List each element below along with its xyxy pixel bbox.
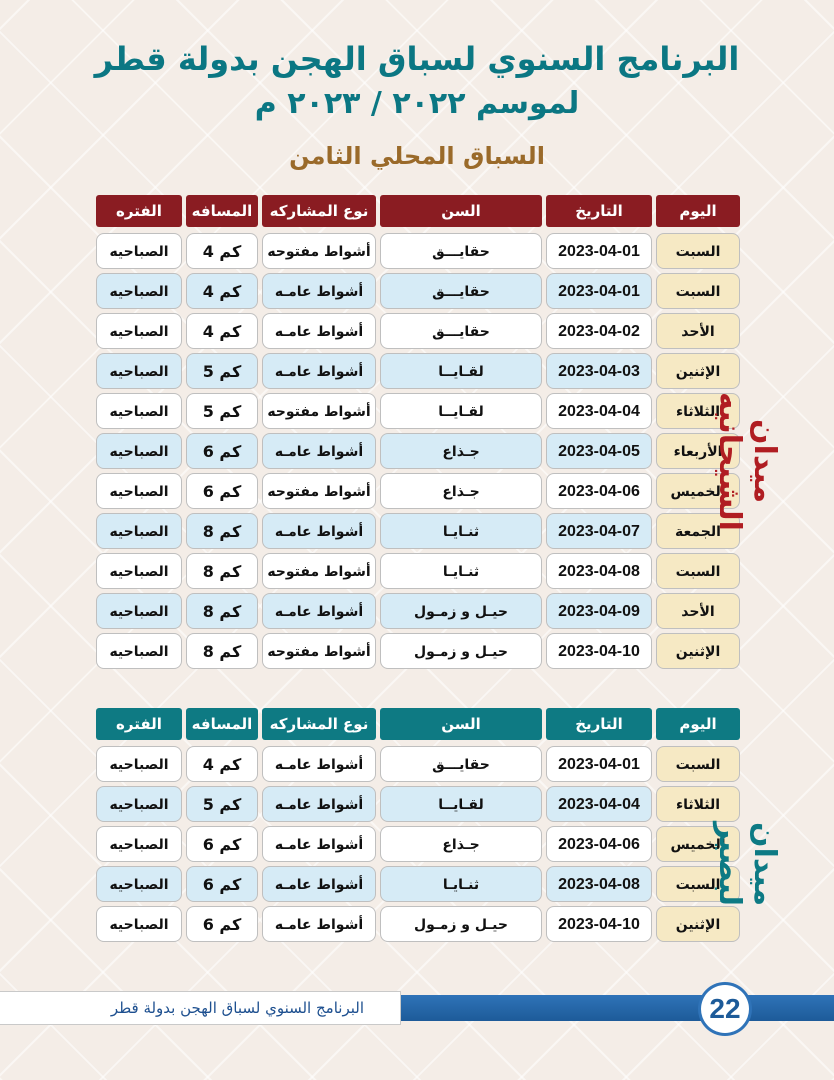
cell-distance: 8 كم xyxy=(186,513,258,549)
cell-date: 2023-04-03 xyxy=(546,353,652,389)
cell-type: أشواط مفتوحه xyxy=(262,633,376,669)
cell-type: أشواط عامـه xyxy=(262,866,376,902)
cell-age: حقايـــق xyxy=(380,746,542,782)
cell-period: الصباحيه xyxy=(96,433,182,469)
cell-distance: 8 كم xyxy=(186,593,258,629)
cell-age: حيـل و زمـول xyxy=(380,593,542,629)
cell-distance: 8 كم xyxy=(186,553,258,589)
header-date: التاريخ xyxy=(546,195,652,227)
cell-type: أشواط عامـه xyxy=(262,513,376,549)
venue-label-lbseer: ميدان لبصير xyxy=(712,821,782,907)
cell-day: الجمعة xyxy=(656,513,740,549)
cell-period: الصباحيه xyxy=(96,826,182,862)
cell-date: 2023-04-08 xyxy=(546,553,652,589)
cell-type: أشواط عامـه xyxy=(262,313,376,349)
cell-date: 2023-04-10 xyxy=(546,633,652,669)
cell-day: الإثنين xyxy=(656,633,740,669)
cell-type: أشواط عامـه xyxy=(262,593,376,629)
table-row xyxy=(96,866,740,902)
cell-date: 2023-04-06 xyxy=(546,473,652,509)
table-row xyxy=(96,633,740,669)
cell-date: 2023-04-07 xyxy=(546,513,652,549)
cell-period: الصباحيه xyxy=(96,353,182,389)
cell-distance: 6 كم xyxy=(186,906,258,942)
race-name: السباق المحلي الثامن xyxy=(289,142,545,170)
cell-type: أشواط عامـه xyxy=(262,826,376,862)
cell-period: الصباحيه xyxy=(96,553,182,589)
table-header xyxy=(96,708,740,740)
table-row xyxy=(96,433,740,469)
cell-distance: 5 كم xyxy=(186,786,258,822)
cell-day: الثلاثاء xyxy=(656,393,740,429)
cell-period: الصباحيه xyxy=(96,866,182,902)
cell-day: الأحد xyxy=(656,593,740,629)
header-distance: المسافه xyxy=(186,708,258,740)
cell-day: الثلاثاء xyxy=(656,786,740,822)
cell-age: لقـايــا xyxy=(380,353,542,389)
cell-day: الإثنين xyxy=(656,906,740,942)
cell-type: أشواط مفتوحه xyxy=(262,233,376,269)
header-period: الفتره xyxy=(96,708,182,740)
header-period: الفتره xyxy=(96,195,182,227)
cell-day: السبت xyxy=(656,553,740,589)
cell-type: أشواط عامـه xyxy=(262,786,376,822)
cell-day: الأربعاء xyxy=(656,433,740,469)
cell-age: لقـايــا xyxy=(380,786,542,822)
cell-age: جـذاع xyxy=(380,433,542,469)
cell-distance: 4 كم xyxy=(186,273,258,309)
cell-age: حقايـــق xyxy=(380,313,542,349)
table-row xyxy=(96,593,740,629)
cell-distance: 5 كم xyxy=(186,393,258,429)
header-type: نوع المشاركه xyxy=(262,195,376,227)
cell-age: ثنـايـا xyxy=(380,866,542,902)
cell-date: 2023-04-01 xyxy=(546,746,652,782)
cell-date: 2023-04-02 xyxy=(546,313,652,349)
footer-text: البرنامج السنوي لسباق الهجن بدولة قطر xyxy=(110,999,364,1017)
cell-day: الخميس xyxy=(656,826,740,862)
table-row xyxy=(96,513,740,549)
cell-distance: 6 كم xyxy=(186,473,258,509)
cell-day: السبت xyxy=(656,233,740,269)
season-subtitle: لموسم ٢٠٢٢ / ٢٠٢٣ م xyxy=(254,86,580,121)
table-row xyxy=(96,313,740,349)
cell-date: 2023-04-06 xyxy=(546,826,652,862)
cell-date: 2023-04-10 xyxy=(546,906,652,942)
table-row xyxy=(96,746,740,782)
header-day: اليوم xyxy=(656,708,740,740)
table-row xyxy=(96,553,740,589)
table-row xyxy=(96,826,740,862)
cell-period: الصباحيه xyxy=(96,786,182,822)
cell-day: السبت xyxy=(656,866,740,902)
cell-type: أشواط عامـه xyxy=(262,433,376,469)
cell-type: أشواط مفتوحه xyxy=(262,473,376,509)
cell-period: الصباحيه xyxy=(96,473,182,509)
table-row xyxy=(96,786,740,822)
cell-day: الإثنين xyxy=(656,353,740,389)
cell-distance: 4 كم xyxy=(186,233,258,269)
header-day: اليوم xyxy=(656,195,740,227)
cell-period: الصباحيه xyxy=(96,233,182,269)
cell-day: السبت xyxy=(656,746,740,782)
header-age: السن xyxy=(380,708,542,740)
header-distance: المسافه xyxy=(186,195,258,227)
cell-period: الصباحيه xyxy=(96,906,182,942)
cell-age: حيـل و زمـول xyxy=(380,906,542,942)
cell-type: أشواط عامـه xyxy=(262,353,376,389)
cell-date: 2023-04-01 xyxy=(546,233,652,269)
cell-date: 2023-04-05 xyxy=(546,433,652,469)
table-row xyxy=(96,233,740,269)
cell-distance: 6 كم xyxy=(186,866,258,902)
page-title: البرنامج السنوي لسباق الهجن بدولة قطر xyxy=(94,40,740,78)
cell-distance: 6 كم xyxy=(186,433,258,469)
table-row xyxy=(96,473,740,509)
cell-distance: 8 كم xyxy=(186,633,258,669)
cell-day: الخميس xyxy=(656,473,740,509)
cell-date: 2023-04-04 xyxy=(546,786,652,822)
cell-date: 2023-04-09 xyxy=(546,593,652,629)
table-row xyxy=(96,393,740,429)
table-row xyxy=(96,273,740,309)
cell-type: أشواط عامـه xyxy=(262,746,376,782)
cell-age: جـذاع xyxy=(380,473,542,509)
header-type: نوع المشاركه xyxy=(262,708,376,740)
cell-age: حقايـــق xyxy=(380,273,542,309)
cell-age: ثنـايـا xyxy=(380,513,542,549)
cell-age: حقايـــق xyxy=(380,233,542,269)
cell-period: الصباحيه xyxy=(96,746,182,782)
cell-distance: 6 كم xyxy=(186,826,258,862)
header-date: التاريخ xyxy=(546,708,652,740)
cell-age: حيـل و زمـول xyxy=(380,633,542,669)
cell-type: أشواط مفتوحه xyxy=(262,553,376,589)
venue-label-shahaniya: ميدان الشيحانيه xyxy=(712,391,782,531)
cell-period: الصباحيه xyxy=(96,633,182,669)
cell-type: أشواط عامـه xyxy=(262,273,376,309)
cell-distance: 4 كم xyxy=(186,313,258,349)
table-header xyxy=(96,195,740,227)
cell-distance: 4 كم xyxy=(186,746,258,782)
cell-type: أشواط عامـه xyxy=(262,906,376,942)
cell-period: الصباحيه xyxy=(96,593,182,629)
header-age: السن xyxy=(380,195,542,227)
cell-date: 2023-04-04 xyxy=(546,393,652,429)
cell-age: لقـايــا xyxy=(380,393,542,429)
cell-age: جـذاع xyxy=(380,826,542,862)
page-number: 22 xyxy=(701,985,749,1033)
cell-type: أشواط مفتوحه xyxy=(262,393,376,429)
cell-age: ثنـايـا xyxy=(380,553,542,589)
cell-period: الصباحيه xyxy=(96,393,182,429)
cell-period: الصباحيه xyxy=(96,313,182,349)
cell-period: الصباحيه xyxy=(96,513,182,549)
cell-date: 2023-04-01 xyxy=(546,273,652,309)
table-row xyxy=(96,353,740,389)
cell-period: الصباحيه xyxy=(96,273,182,309)
cell-distance: 5 كم xyxy=(186,353,258,389)
table-row xyxy=(96,906,740,942)
cell-day: الأحد xyxy=(656,313,740,349)
cell-day: السبت xyxy=(656,273,740,309)
cell-date: 2023-04-08 xyxy=(546,866,652,902)
